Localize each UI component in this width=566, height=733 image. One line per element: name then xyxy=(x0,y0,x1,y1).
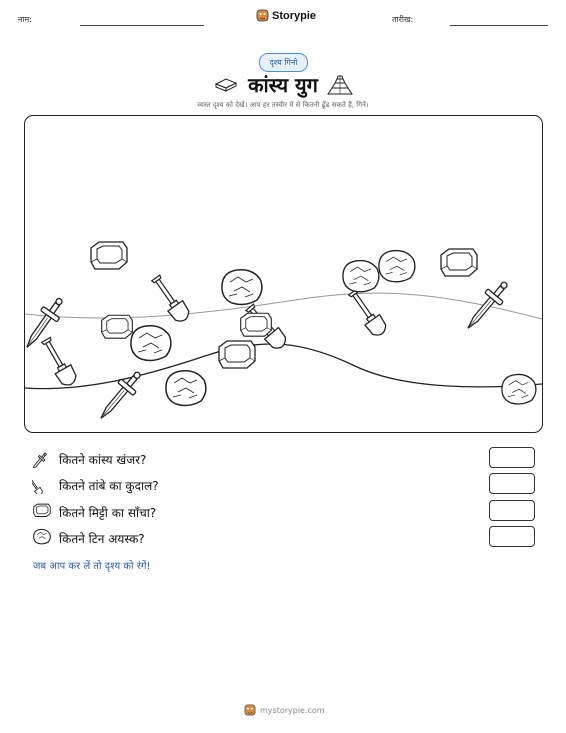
answer-box[interactable] xyxy=(489,447,535,468)
question-text: कितने टिन अयस्क? xyxy=(59,532,145,546)
name-line[interactable] xyxy=(80,25,204,26)
ore-item xyxy=(379,251,415,282)
name-label: नाम: xyxy=(18,15,32,24)
ore-item xyxy=(131,326,171,361)
footer-url[interactable]: mystorypie.com xyxy=(260,705,325,715)
instructions: व्यस्त दृश्य को देखें। आप हर तस्वीर में से कितनी ढूँढ सकते हैं, गिनें। xyxy=(197,101,369,109)
question-daggers xyxy=(32,448,542,470)
answer-box[interactable] xyxy=(489,473,535,494)
storypie-mascot-icon xyxy=(256,9,269,22)
ore-item xyxy=(502,374,536,404)
mold-item xyxy=(219,341,255,368)
ore-item xyxy=(222,270,262,305)
mold-item xyxy=(91,242,127,269)
scene-count-badge: दृश्य गिनो xyxy=(259,53,308,72)
date-label: तारीख: xyxy=(392,15,414,24)
question-shovels xyxy=(32,474,542,496)
question-text: कितने मिट्टी का साँचा? xyxy=(59,506,157,520)
mold-item xyxy=(241,313,272,336)
coloring-instruction: जब आप कर लें तो दृश्य को रंगें! xyxy=(33,561,151,572)
mold-item xyxy=(102,315,133,338)
mold-item xyxy=(441,249,477,276)
ore-item xyxy=(343,261,379,292)
question-molds xyxy=(32,501,542,523)
dagger-icon xyxy=(32,448,52,468)
answer-box[interactable] xyxy=(489,526,535,547)
dagger-item xyxy=(93,367,146,425)
date-line[interactable] xyxy=(450,25,548,26)
page-title: कांस्य युग xyxy=(248,73,318,97)
shovel-item xyxy=(345,287,389,339)
question-text: कितने कांस्य खंजर? xyxy=(59,453,147,467)
question-ores xyxy=(32,527,542,549)
scene-illustration xyxy=(25,116,542,432)
shovel-icon xyxy=(32,474,52,494)
storypie-mascot-icon xyxy=(244,704,256,716)
mold-icon xyxy=(32,501,52,521)
ziggurat-icon xyxy=(327,73,353,95)
answer-box[interactable] xyxy=(489,500,535,521)
question-text: कितने तांबे का कुदाल? xyxy=(59,479,159,493)
busy-scene xyxy=(24,115,543,433)
dagger-item xyxy=(460,277,513,335)
brand-logo xyxy=(256,9,316,22)
footer xyxy=(244,704,325,716)
brand-name: Storypie xyxy=(272,9,317,22)
ore-icon xyxy=(32,527,52,547)
shovel-item xyxy=(148,273,192,325)
ore-item xyxy=(166,371,206,406)
shovel-item xyxy=(38,335,79,388)
